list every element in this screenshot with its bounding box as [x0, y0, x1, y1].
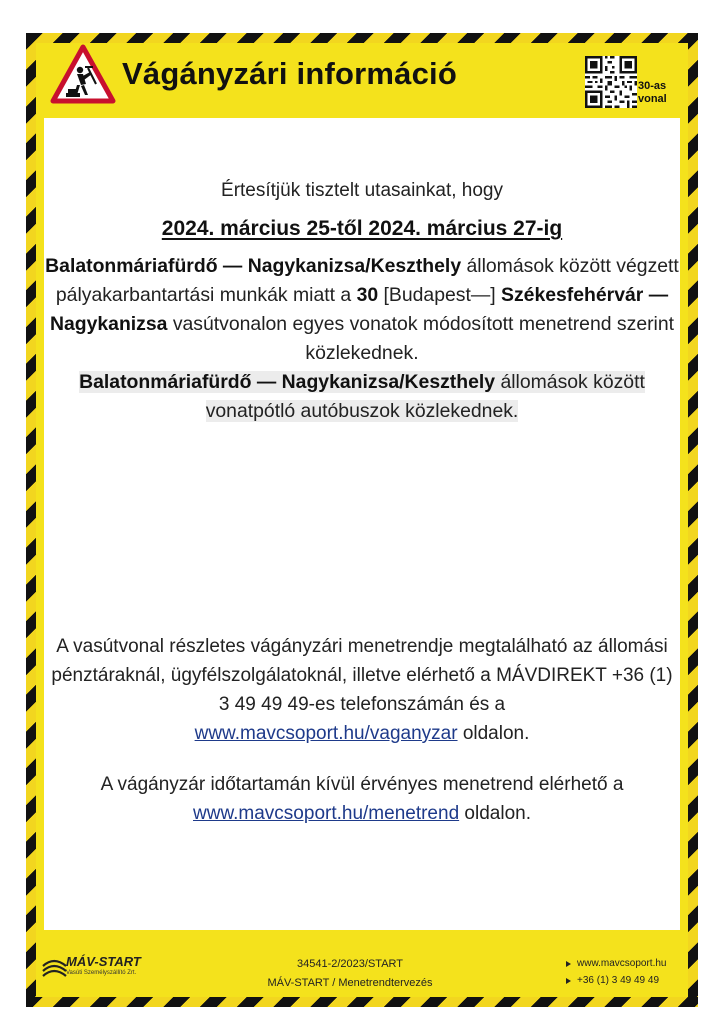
date-range: 2024. március 25-től 2024. március 27-ig	[161, 217, 563, 240]
website-row[interactable]	[566, 955, 666, 972]
footer-contact	[566, 955, 666, 989]
arrow-icon	[566, 961, 571, 967]
bus-replacement-section: Balatonmáriafürdő — Nagykanizsa/Keszthely	[79, 371, 496, 393]
vaganyzar-link[interactable]: www.mavcsoport.hu/vaganyzar	[194, 723, 458, 744]
worker-warning-icon	[50, 44, 116, 104]
logo-text: MÁV-START	[66, 954, 141, 969]
page-title: Vágányzári információ	[122, 56, 457, 91]
arrow-icon	[566, 978, 571, 984]
department: MÁV-START / Menetrendtervezés	[267, 977, 433, 989]
hazard-stripe-top	[26, 33, 698, 43]
footer-reference	[240, 955, 460, 993]
phone-row	[566, 972, 666, 989]
hazard-stripe-right	[688, 33, 698, 1007]
notice-intro: Értesítjük tisztelt utasainkat, hogy	[221, 180, 503, 201]
details-paragraph-1: Balatonmáriafürdő — Nagykanizsa/Keszthely állomások között végzett pályakarbantartási munkák miatt a 30 [Budapest—] Székesfehérvár — Nagykanizsa vasútvonalon egyes vonatok módosított menetrend szerint közlekednek.	[45, 255, 679, 364]
more-info: A vasútvonal részletes vágányzári menetrendje megtalálható az állomási pénztáraknál, ügyfélszolgálatoknál, illetve elérhető a MÁVDIREKT +36 (1) 3 49 49 49-es telefonszámán és a www.mavcsoport.hu/vaganyzar oldalon.	[51, 636, 673, 744]
affected-section: Balatonmáriafürdő — Nagykanizsa/Keszthely	[45, 255, 462, 277]
phone-number: +36 (1) 3 49 49 49	[577, 975, 660, 986]
logo-subtext: Vasúti Személyszállító Zrt.	[66, 970, 137, 976]
qr-code-icon[interactable]	[585, 56, 637, 108]
hazard-stripe-left	[26, 33, 36, 1007]
line-number: 30	[356, 284, 379, 306]
line-number-label: 30-as vonal	[638, 80, 667, 105]
outside-info: A vágányzár időtartamán kívül érvényes menetrend elérhető a www.mavcsoport.hu/menetrend oldalon.	[100, 774, 624, 824]
website-link[interactable]: www.mavcsoport.hu	[577, 958, 667, 969]
line-route: Székesfehérvár — Nagykanizsa	[49, 284, 669, 335]
reference-number: 34541-2/2023/START	[297, 958, 403, 970]
notice-details	[44, 252, 680, 426]
details-paragraph-2: Balatonmáriafürdő — Nagykanizsa/Keszthely állomások között vonatpótló autóbuszok közlekednek.	[79, 371, 645, 422]
menetrend-link[interactable]: www.mavcsoport.hu/menetrend	[193, 803, 460, 824]
hazard-stripe-bottom	[26, 997, 698, 1007]
